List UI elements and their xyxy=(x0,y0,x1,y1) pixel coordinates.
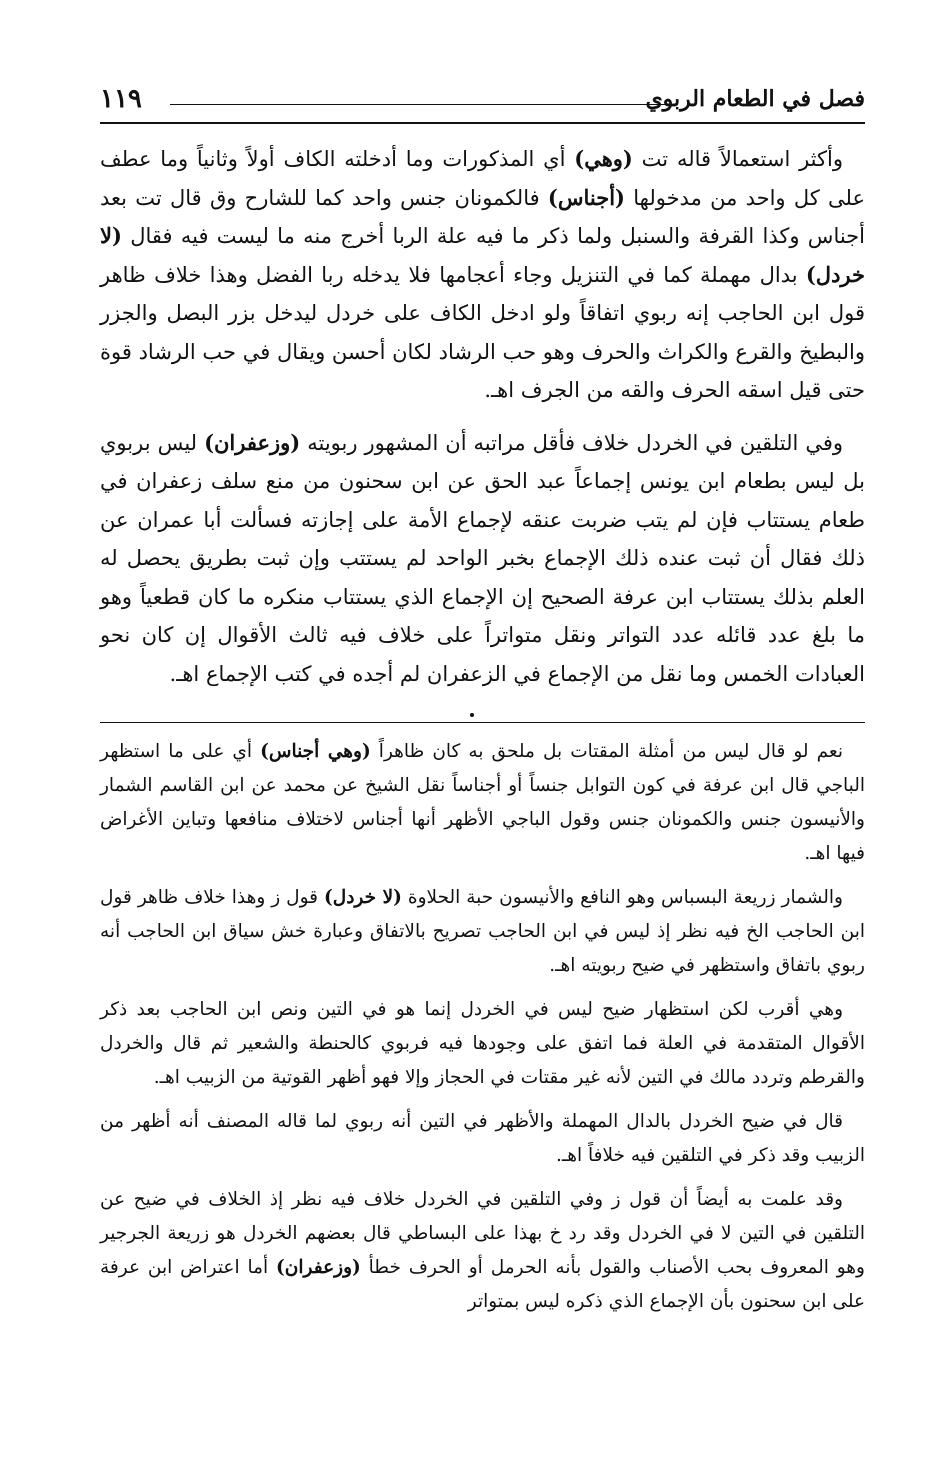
main-text xyxy=(100,140,865,693)
header-rule xyxy=(100,122,865,124)
text-run: وفي التلقين في الخردل خلاف فأقل مراتبه أن المشهور ربويته xyxy=(300,430,843,455)
main-paragraph xyxy=(100,424,865,694)
page-number: ١١٩ xyxy=(100,84,142,114)
footnote-separator xyxy=(100,722,865,723)
commentary-notes xyxy=(100,735,865,1319)
lemma-term: (وزعفران) xyxy=(204,429,301,455)
main-paragraph xyxy=(100,140,865,410)
lemma-term: (لا خردل) xyxy=(324,887,402,908)
text-run: وقد علمت به أيضاً أن قول ز وفي التلقين في الخردل خلاف فيه نظر إذ الخلاف في ضيح عن التلقين في التين لا في الخردل وقد رد خ بهذا على البساطي قال بعضهم الخردل هو زريعة الجرجير وهو المعروف بحب الأصناب والقول بأنه الحرمل أو الحرف خطأ xyxy=(100,1189,865,1278)
text-run: قال في ضيح الخردل بالدال المهملة والأظهر في التين أنه ربوي لما قاله المصنف أنه أظهر من الزبيب وقد ذكر في التلقين فيه خلافاً اهـ. xyxy=(100,1111,865,1166)
page-header xyxy=(100,84,865,120)
text-run: ليس بربوي بل ليس بطعام ابن يونس إجماعاً عبد الحق عن ابن سحنون من منع سلف زعفران في طعام يستتاب فإن لم يتب ضربت عنقه لإجماع الأمة على إجازته فسألت أبا عمران عن ذلك فقال أن ثبت عنده ذلك الإجماع بخبر الواحد لم يستتب وإن ثبت بطريق يحصل له العلم بذلك يستتاب ابن عرفة الصحيح إن الإجماع الذي يستتاب منكره ما كان قطعياً وهو ما بلغ عدد قائله عدد التواتر ونقل متواتراً على خلاف فيه ثالث الأقوال إن كان نحو العبادات الخمس وما نقل من الإجماع في الزعفران لم أجده في كتب الإجماع اهـ. xyxy=(100,430,865,686)
lemma-term: (وهي) xyxy=(574,146,633,171)
lemma-term: (لا خردل) xyxy=(100,223,865,287)
note-paragraph xyxy=(100,1105,865,1173)
text-run: بدال مهملة كما في التنزيل وجاء أعجامها فلا يدخله ربا الفضل وهذا خلاف ظاهر قول ابن الحاجب إنه ربوي اتفاقاً ولو ادخل الكاف على خردل ليدخل بزر البصل والجزر والبطيخ والقرع والكراث والحرف وهو حب الرشاد لكان أحسن ويقال في حب الرشاد قوة حتى قيل اسقه الحرف والقه من الجرف اهـ. xyxy=(100,262,865,402)
text-run: أي على ما استظهر الباجي قال ابن عرفة في كون التوابل جنساً أو أجناساً نقل الشيخ عن محمد عن ابن القاسم الشمار والأنيسون جنس والكمونان جنس وقول الباجي الأظهر أنها أجناس لاختلاف منافعها وتباين الأغراض فيها اهـ. xyxy=(100,741,865,864)
text-run: فالكمونان جنس واحد كما للشارح وق قال تت بعد أجناس وكذا القرفة والسنبل ولما ذكر ما فيه علة الربا أخرج منه ما ليست فيه فقال xyxy=(100,185,865,248)
text-run: نعم لو قال ليس من أمثلة المقتات بل ملحق به كان ظاهراً xyxy=(370,741,844,762)
footnote-separator-dot xyxy=(470,713,474,717)
text-run: قول ز وهذا خلاف ظاهر قول ابن الحاجب الخ فيه نظر إذ ليس في ابن الحاجب تصريح بالاتفاق وعبارة خش سياق ابن الحاجب أنه ربوي باتفاق واستظهر في ضيح ربويته اهـ. xyxy=(100,887,865,976)
lemma-term: (وهي أجناس) xyxy=(260,741,371,762)
lemma-term: (أجناس) xyxy=(547,184,625,210)
note-paragraph xyxy=(100,735,865,871)
text-run: وهي أقرب لكن استظهار ضيح ليس في الخردل إنما هو في التين ونص ابن الحاجب بعد ذكر الأقوال المتقدمة في العلة فما اتفق على وجودها فيه فربوي كالحنطة والشعير ثم قال والخردل والقرطم وتردد مالك في التين لأنه غير مقتات في الحجاز وإلا فهو أظهر القوتية من الزبيب اهـ. xyxy=(100,999,865,1088)
text-run: أما اعتراض ابن عرفة على ابن سحنون بأن الإجماع الذي ذكره ليس بمتواتر xyxy=(100,1257,865,1312)
text-run: أي المذكورات وما أدخلته الكاف أولاً وثانياً وما عطف على كل واحد من مدخولها xyxy=(100,147,865,210)
note-paragraph xyxy=(100,993,865,1095)
running-title: فصل في الطعام الربوي xyxy=(645,86,865,112)
header-leader-line xyxy=(170,104,665,105)
note-paragraph xyxy=(100,1183,865,1319)
note-paragraph xyxy=(100,881,865,983)
text-run: وأكثر استعمالاً قاله تت xyxy=(632,147,843,171)
lemma-term: (وزعفران) xyxy=(276,1257,361,1278)
text-run: والشمار زريعة البسباس وهو النافع والأنيسون حبة الحلاوة xyxy=(401,887,843,908)
